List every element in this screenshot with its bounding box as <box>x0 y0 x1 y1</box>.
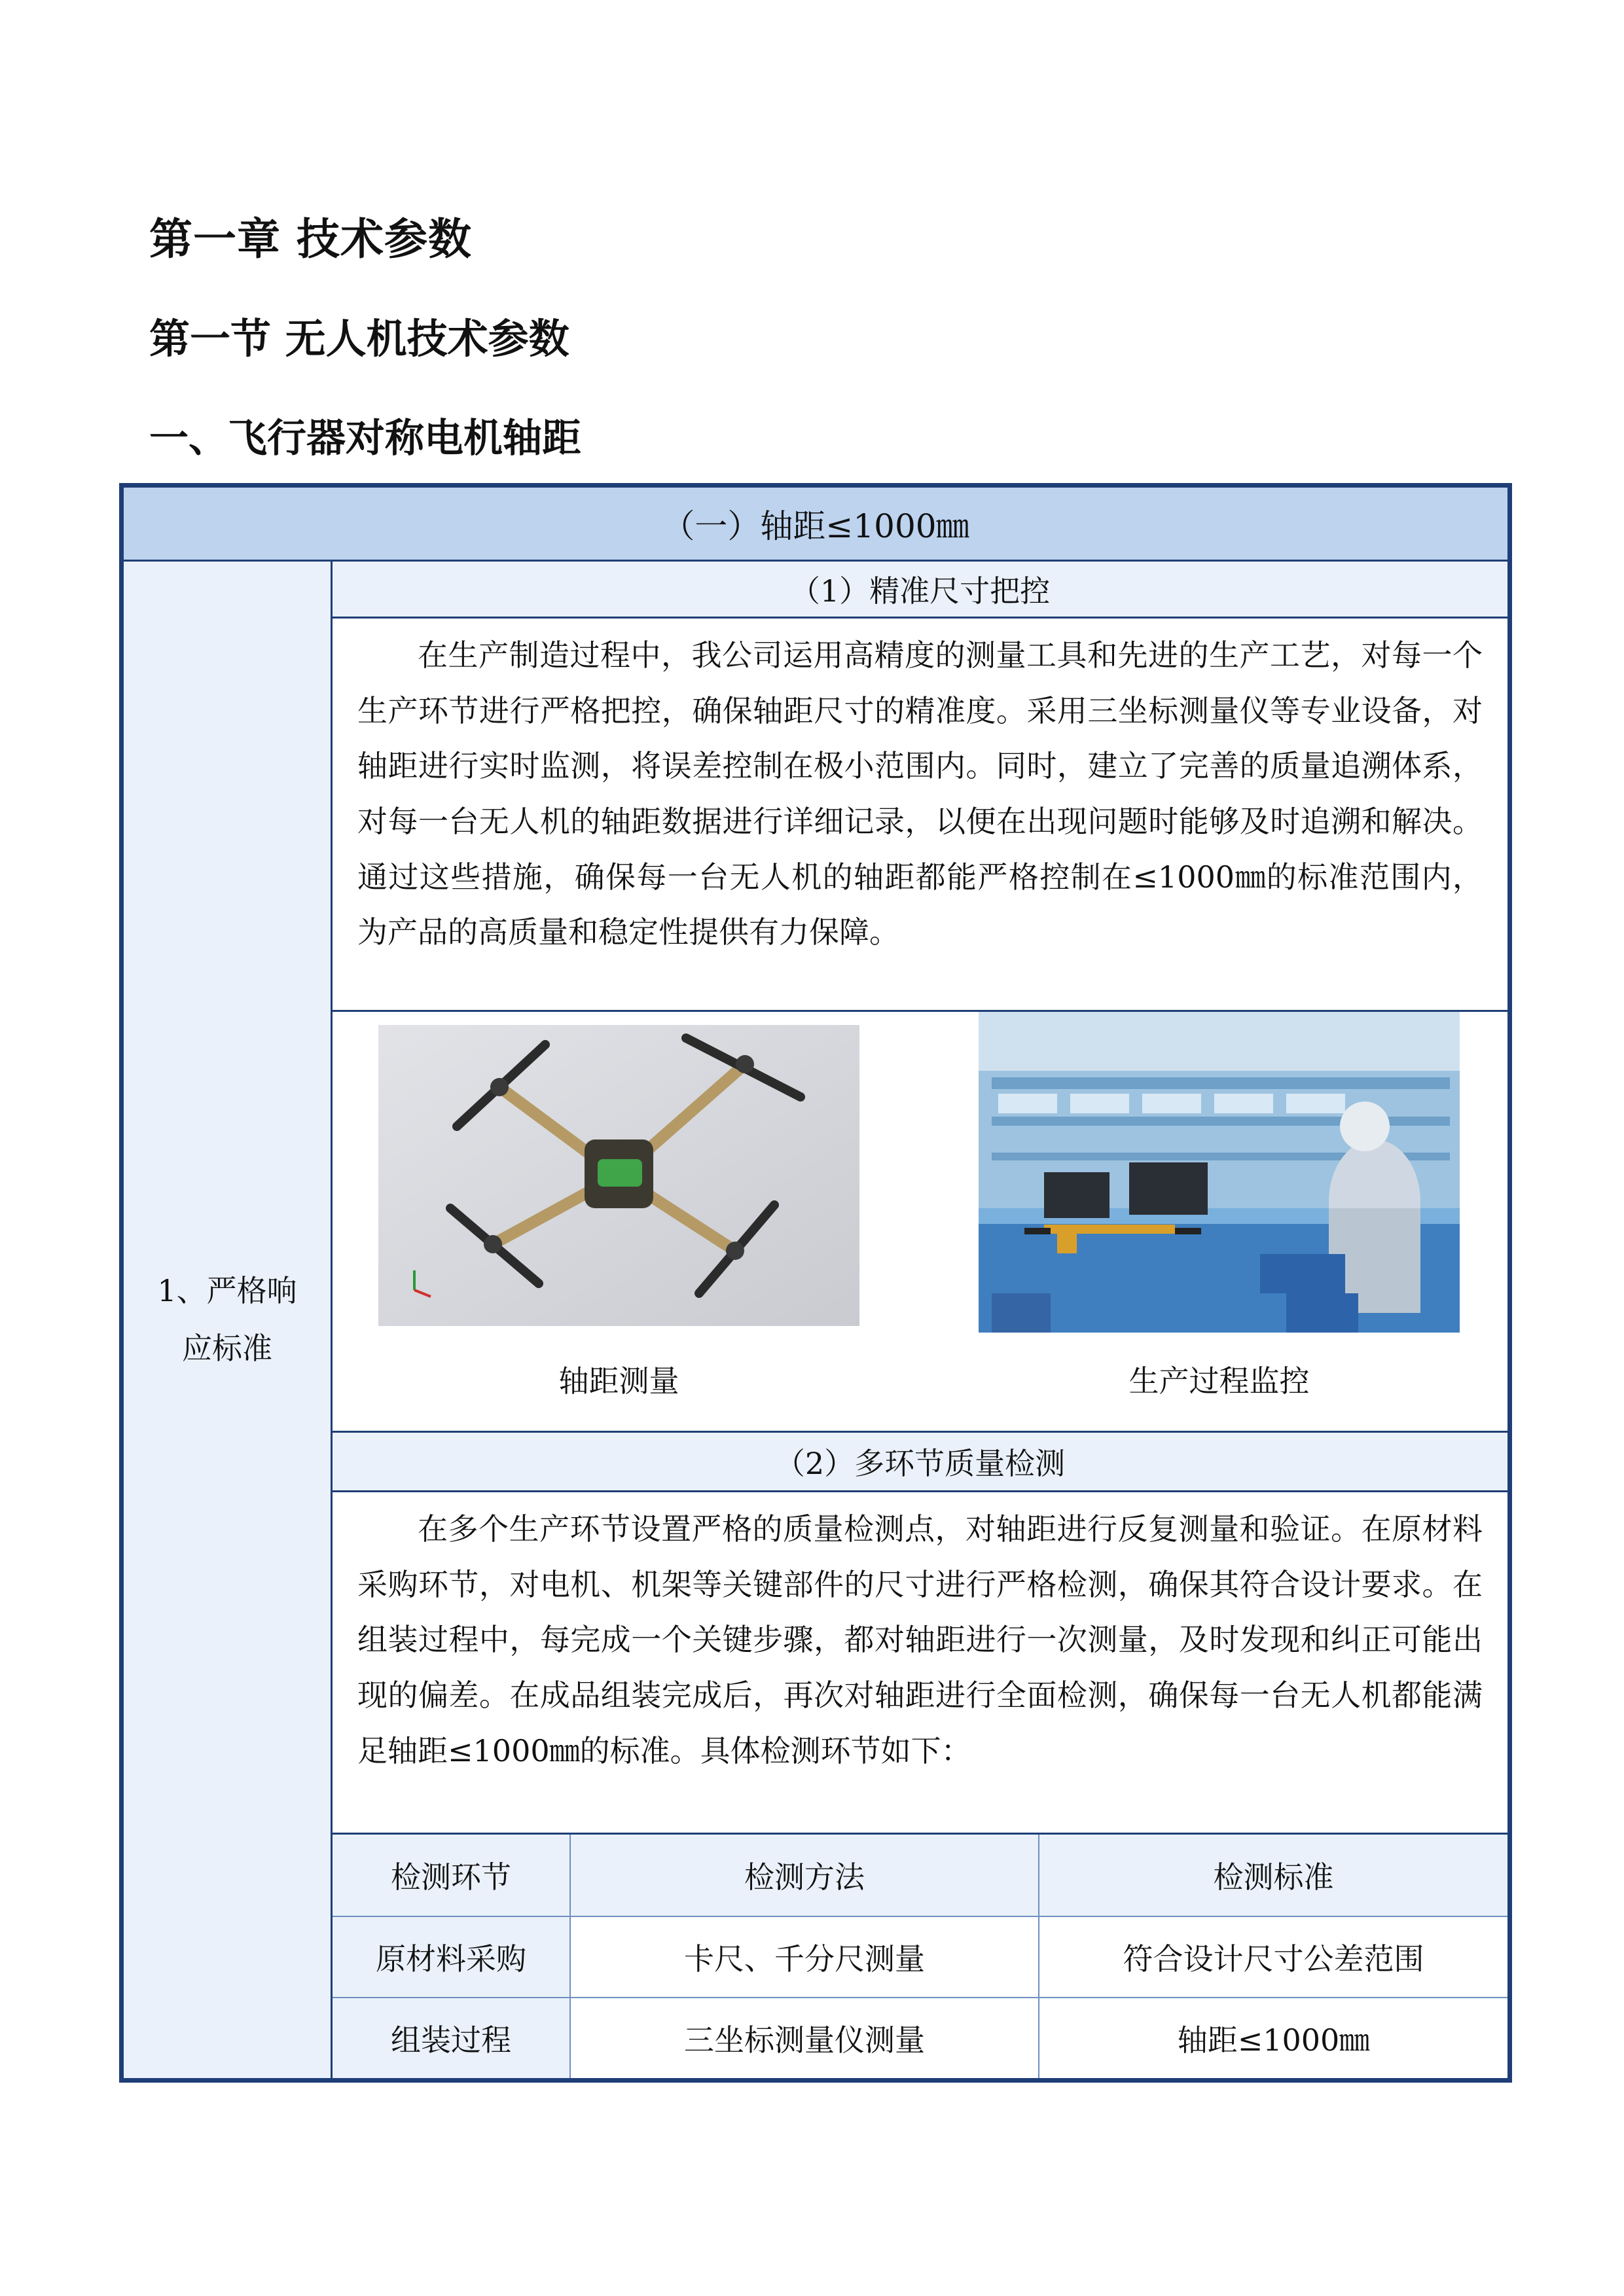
left-image-caption: 轴距测量 <box>558 1363 679 1399</box>
left-label-line1: 1、严格响 <box>157 1273 297 1309</box>
section-title: 第一节 无人机技术参数 <box>149 315 569 363</box>
inner-header-method: 检测方法 <box>571 1835 1038 1916</box>
part1-title: （1）精准尺寸把控 <box>333 562 1507 617</box>
part2-paragraph-cell <box>333 1492 1507 1833</box>
part1-paragraph: 在生产制造过程中，我公司运用高精度的测量工具和先进的生产工艺，对每一个生产环节进行严格把控，确保轴距尺寸的精准度。采用三坐标测量仪等专业设备，对轴距进行实时监测，将误差控制在极小范围内。同时，建立了完善的质量追溯体系，对每一台无人机的轴距数据进行详细记录，以便在出现问题时能够及时追溯和解决。通过这些措施，确保每一台无人机的轴距都能严格控制在≤1000㎜的标准范围内，为产品的高质量和稳定性提供有力保障。 <box>357 637 1483 950</box>
left-label-cell <box>124 562 331 2078</box>
inner-row1-method: 卡尺、千分尺测量 <box>684 1941 925 1977</box>
inner-row1-stage: 原材料采购 <box>333 1917 569 1997</box>
inner-row2-standard: 轴距≤1000㎜ <box>1177 2022 1370 2058</box>
drone-image <box>378 1025 859 1326</box>
images-row <box>333 1012 1507 1431</box>
factory-image <box>979 1012 1460 1333</box>
part1-paragraph-cell <box>333 619 1507 1010</box>
inner-header-standard: 检测标准 <box>1039 1835 1507 1916</box>
inner-row1-standard: 符合设计尺寸公差范围 <box>1123 1941 1424 1977</box>
inner-row2-stage: 组装过程 <box>333 1998 569 2078</box>
left-label-line2: 应标准 <box>182 1330 272 1366</box>
inner-row2-method: 三坐标测量仪测量 <box>684 2022 925 2058</box>
inner-header-stage: 检测环节 <box>333 1835 569 1916</box>
subsection-title: 一、飞行器对称电机轴距 <box>149 416 581 461</box>
spec-table <box>119 483 1512 2083</box>
right-image-caption: 生产过程监控 <box>1128 1363 1310 1399</box>
band-title: （一）轴距≤1000㎜ <box>124 488 1507 560</box>
part2-title: （2）多环节质量检测 <box>333 1433 1507 1490</box>
part2-paragraph: 在多个生产环节设置严格的质量检测点，对轴距进行反复测量和验证。在原材料采购环节，对电机、机架等关键部件的尺寸进行严格检测，确保其符合设计要求。在组装过程中，每完成一个关键步骤，都对轴距进行一次测量，及时发现和纠正可能出现的偏差。在成品组装完成后，再次对轴距进行全面检测，确保每一台无人机都能满足轴距≤1000㎜的标准。具体检测环节如下： <box>357 1511 1483 1768</box>
chapter-title: 第一章 技术参数 <box>149 214 472 264</box>
